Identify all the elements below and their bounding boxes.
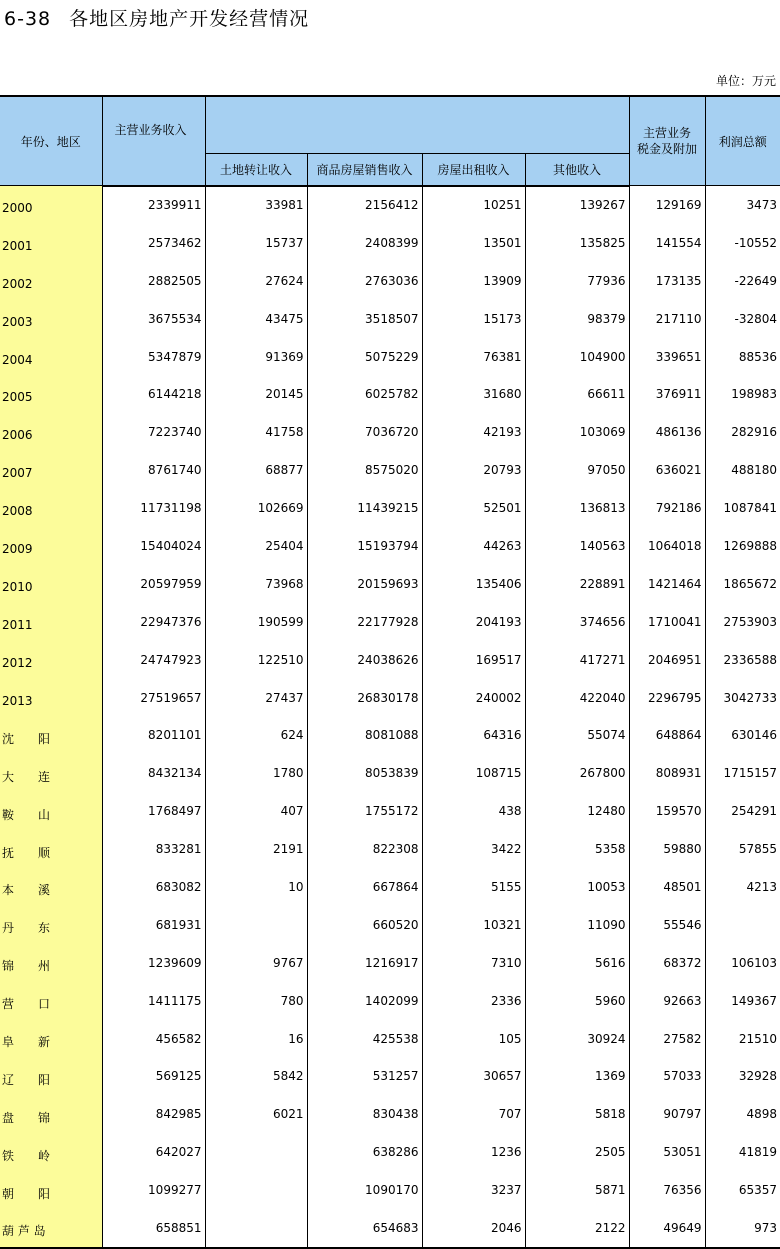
cell-other-income: 97050 bbox=[525, 451, 629, 489]
cell-housing-rental: 30657 bbox=[422, 1057, 525, 1095]
cell-total-profit: -22649 bbox=[705, 262, 780, 300]
cell-land-transfer: 41758 bbox=[205, 413, 307, 451]
cell-housing-rental: 438 bbox=[422, 792, 525, 830]
row-label: 2012 bbox=[0, 641, 102, 679]
cell-total-profit bbox=[705, 906, 780, 944]
cell-housing-sales: 3518507 bbox=[307, 300, 422, 338]
cell-land-transfer: 16 bbox=[205, 1020, 307, 1058]
cell-other-income: 422040 bbox=[525, 679, 629, 717]
cell-main-revenue: 2882505 bbox=[102, 262, 205, 300]
cell-housing-rental: 2046 bbox=[422, 1209, 525, 1248]
cell-other-income: 228891 bbox=[525, 565, 629, 603]
cell-housing-rental: 44263 bbox=[422, 527, 525, 565]
cell-main-revenue: 8761740 bbox=[102, 451, 205, 489]
table-row bbox=[0, 262, 780, 300]
cell-total-profit: 2336588 bbox=[705, 641, 780, 679]
cell-housing-sales: 1402099 bbox=[307, 982, 422, 1020]
table-number: 6-38 bbox=[4, 8, 52, 30]
cell-tax: 159570 bbox=[629, 792, 705, 830]
cell-main-revenue: 15404024 bbox=[102, 527, 205, 565]
cell-total-profit: 41819 bbox=[705, 1133, 780, 1171]
header-tax-line1: 主营业务 bbox=[642, 126, 691, 140]
cell-total-profit: 282916 bbox=[705, 413, 780, 451]
cell-other-income: 5358 bbox=[525, 830, 629, 868]
cell-main-revenue: 456582 bbox=[102, 1020, 205, 1058]
cell-land-transfer: 190599 bbox=[205, 603, 307, 641]
table-row bbox=[0, 224, 780, 262]
cell-other-income: 77936 bbox=[525, 262, 629, 300]
cell-land-transfer: 27437 bbox=[205, 679, 307, 717]
row-label: 阜 新 bbox=[0, 1020, 102, 1058]
cell-housing-sales: 2763036 bbox=[307, 262, 422, 300]
cell-main-revenue: 681931 bbox=[102, 906, 205, 944]
cell-tax: 1710041 bbox=[629, 603, 705, 641]
cell-housing-rental: 169517 bbox=[422, 641, 525, 679]
cell-housing-sales: 660520 bbox=[307, 906, 422, 944]
cell-housing-rental: 64316 bbox=[422, 716, 525, 754]
cell-housing-rental: 105 bbox=[422, 1020, 525, 1058]
cell-total-profit: 149367 bbox=[705, 982, 780, 1020]
table-row bbox=[0, 982, 780, 1020]
header-land-transfer: 土地转让收入 bbox=[205, 153, 307, 186]
cell-housing-rental: 707 bbox=[422, 1095, 525, 1133]
cell-land-transfer: 68877 bbox=[205, 451, 307, 489]
cell-land-transfer: 9767 bbox=[205, 944, 307, 982]
table-row bbox=[0, 1020, 780, 1058]
cell-total-profit: 198983 bbox=[705, 375, 780, 413]
cell-tax: 376911 bbox=[629, 375, 705, 413]
cell-tax: 53051 bbox=[629, 1133, 705, 1171]
cell-tax: 92663 bbox=[629, 982, 705, 1020]
cell-other-income: 1369 bbox=[525, 1057, 629, 1095]
cell-main-revenue: 833281 bbox=[102, 830, 205, 868]
header-tax bbox=[629, 96, 705, 186]
cell-main-revenue: 6144218 bbox=[102, 375, 205, 413]
cell-main-revenue: 2573462 bbox=[102, 224, 205, 262]
table-row bbox=[0, 754, 780, 792]
cell-tax: 141554 bbox=[629, 224, 705, 262]
cell-other-income: 2505 bbox=[525, 1133, 629, 1171]
row-label: 盘 锦 bbox=[0, 1095, 102, 1133]
cell-housing-sales: 654683 bbox=[307, 1209, 422, 1248]
row-label: 2006 bbox=[0, 413, 102, 451]
cell-total-profit: 65357 bbox=[705, 1171, 780, 1209]
data-table bbox=[0, 95, 780, 1249]
cell-total-profit: 488180 bbox=[705, 451, 780, 489]
cell-total-profit: 254291 bbox=[705, 792, 780, 830]
cell-total-profit: 88536 bbox=[705, 338, 780, 376]
cell-total-profit: 2753903 bbox=[705, 603, 780, 641]
cell-main-revenue: 20597959 bbox=[102, 565, 205, 603]
cell-main-revenue: 842985 bbox=[102, 1095, 205, 1133]
cell-tax: 808931 bbox=[629, 754, 705, 792]
cell-total-profit: -10552 bbox=[705, 224, 780, 262]
cell-land-transfer: 780 bbox=[205, 982, 307, 1020]
cell-housing-sales: 531257 bbox=[307, 1057, 422, 1095]
table-title-text: 各地区房地产开发经营情况 bbox=[69, 8, 310, 30]
header-housing-rental: 房屋出租收入 bbox=[422, 153, 525, 186]
cell-total-profit: 1269888 bbox=[705, 527, 780, 565]
row-label: 2008 bbox=[0, 489, 102, 527]
cell-housing-rental: 15173 bbox=[422, 300, 525, 338]
table-row bbox=[0, 489, 780, 527]
cell-housing-sales: 667864 bbox=[307, 868, 422, 906]
table-row bbox=[0, 944, 780, 982]
cell-land-transfer: 5842 bbox=[205, 1057, 307, 1095]
cell-housing-rental: 13501 bbox=[422, 224, 525, 262]
cell-other-income: 135825 bbox=[525, 224, 629, 262]
cell-tax: 27582 bbox=[629, 1020, 705, 1058]
cell-main-revenue: 24747923 bbox=[102, 641, 205, 679]
cell-other-income: 104900 bbox=[525, 338, 629, 376]
unit-label: 单位：万元 bbox=[715, 74, 776, 88]
cell-main-revenue: 3675534 bbox=[102, 300, 205, 338]
cell-tax: 486136 bbox=[629, 413, 705, 451]
row-label: 2013 bbox=[0, 679, 102, 717]
table-row bbox=[0, 565, 780, 603]
cell-total-profit: 21510 bbox=[705, 1020, 780, 1058]
cell-other-income: 417271 bbox=[525, 641, 629, 679]
cell-total-profit: 4213 bbox=[705, 868, 780, 906]
row-label: 2001 bbox=[0, 224, 102, 262]
row-label: 辽 阳 bbox=[0, 1057, 102, 1095]
row-label: 2009 bbox=[0, 527, 102, 565]
cell-housing-rental: 20793 bbox=[422, 451, 525, 489]
cell-tax: 90797 bbox=[629, 1095, 705, 1133]
cell-land-transfer: 20145 bbox=[205, 375, 307, 413]
row-label: 锦 州 bbox=[0, 944, 102, 982]
cell-main-revenue: 8432134 bbox=[102, 754, 205, 792]
cell-land-transfer: 73968 bbox=[205, 565, 307, 603]
cell-other-income: 10053 bbox=[525, 868, 629, 906]
cell-main-revenue: 1768497 bbox=[102, 792, 205, 830]
cell-main-revenue: 22947376 bbox=[102, 603, 205, 641]
cell-total-profit: 57855 bbox=[705, 830, 780, 868]
table-row bbox=[0, 641, 780, 679]
cell-main-revenue: 1099277 bbox=[102, 1171, 205, 1209]
header-main-revenue: 主营业务收入 bbox=[102, 96, 205, 153]
cell-land-transfer: 91369 bbox=[205, 338, 307, 376]
cell-other-income: 11090 bbox=[525, 906, 629, 944]
cell-land-transfer bbox=[205, 1209, 307, 1248]
cell-housing-rental: 2336 bbox=[422, 982, 525, 1020]
cell-tax: 59880 bbox=[629, 830, 705, 868]
table-row bbox=[0, 868, 780, 906]
cell-other-income: 374656 bbox=[525, 603, 629, 641]
table-row bbox=[0, 338, 780, 376]
header-revenue-group-fill bbox=[205, 96, 629, 153]
cell-housing-sales: 5075229 bbox=[307, 338, 422, 376]
row-label: 2011 bbox=[0, 603, 102, 641]
cell-total-profit: -32804 bbox=[705, 300, 780, 338]
cell-housing-sales: 15193794 bbox=[307, 527, 422, 565]
cell-main-revenue: 1239609 bbox=[102, 944, 205, 982]
row-label: 本 溪 bbox=[0, 868, 102, 906]
table-row bbox=[0, 413, 780, 451]
table-row bbox=[0, 1095, 780, 1133]
cell-total-profit: 973 bbox=[705, 1209, 780, 1248]
cell-housing-sales: 1755172 bbox=[307, 792, 422, 830]
cell-housing-sales: 11439215 bbox=[307, 489, 422, 527]
cell-housing-rental: 10321 bbox=[422, 906, 525, 944]
cell-tax: 2296795 bbox=[629, 679, 705, 717]
cell-other-income: 55074 bbox=[525, 716, 629, 754]
table-row bbox=[0, 186, 780, 224]
cell-land-transfer: 25404 bbox=[205, 527, 307, 565]
cell-land-transfer bbox=[205, 1133, 307, 1171]
cell-housing-sales: 425538 bbox=[307, 1020, 422, 1058]
cell-housing-sales: 2408399 bbox=[307, 224, 422, 262]
cell-housing-sales: 638286 bbox=[307, 1133, 422, 1171]
cell-housing-sales: 26830178 bbox=[307, 679, 422, 717]
cell-other-income: 2122 bbox=[525, 1209, 629, 1248]
cell-tax: 49649 bbox=[629, 1209, 705, 1248]
cell-land-transfer: 15737 bbox=[205, 224, 307, 262]
row-label: 葫 芦 岛 bbox=[0, 1209, 102, 1248]
cell-housing-rental: 204193 bbox=[422, 603, 525, 641]
cell-housing-rental: 7310 bbox=[422, 944, 525, 982]
cell-main-revenue: 11731198 bbox=[102, 489, 205, 527]
cell-total-profit: 1715157 bbox=[705, 754, 780, 792]
cell-housing-rental: 10251 bbox=[422, 186, 525, 224]
cell-total-profit: 3473 bbox=[705, 186, 780, 224]
cell-tax: 1421464 bbox=[629, 565, 705, 603]
table-row bbox=[0, 1171, 780, 1209]
cell-housing-sales: 20159693 bbox=[307, 565, 422, 603]
cell-housing-rental: 108715 bbox=[422, 754, 525, 792]
row-label: 2000 bbox=[0, 186, 102, 224]
table-row bbox=[0, 679, 780, 717]
cell-other-income: 30924 bbox=[525, 1020, 629, 1058]
table-row bbox=[0, 300, 780, 338]
cell-land-transfer bbox=[205, 906, 307, 944]
cell-total-profit: 3042733 bbox=[705, 679, 780, 717]
cell-housing-rental: 13909 bbox=[422, 262, 525, 300]
cell-housing-rental: 1236 bbox=[422, 1133, 525, 1171]
cell-other-income: 139267 bbox=[525, 186, 629, 224]
cell-housing-rental: 76381 bbox=[422, 338, 525, 376]
cell-main-revenue: 7223740 bbox=[102, 413, 205, 451]
cell-tax: 57033 bbox=[629, 1057, 705, 1095]
row-label: 2004 bbox=[0, 338, 102, 376]
cell-total-profit: 630146 bbox=[705, 716, 780, 754]
cell-total-profit: 4898 bbox=[705, 1095, 780, 1133]
table-row bbox=[0, 792, 780, 830]
cell-housing-rental: 31680 bbox=[422, 375, 525, 413]
cell-main-revenue: 27519657 bbox=[102, 679, 205, 717]
cell-other-income: 5616 bbox=[525, 944, 629, 982]
cell-land-transfer: 122510 bbox=[205, 641, 307, 679]
row-label: 鞍 山 bbox=[0, 792, 102, 830]
cell-housing-sales: 1090170 bbox=[307, 1171, 422, 1209]
cell-land-transfer: 43475 bbox=[205, 300, 307, 338]
row-label: 2003 bbox=[0, 300, 102, 338]
cell-main-revenue: 5347879 bbox=[102, 338, 205, 376]
row-label: 2005 bbox=[0, 375, 102, 413]
cell-other-income: 5818 bbox=[525, 1095, 629, 1133]
cell-housing-rental: 5155 bbox=[422, 868, 525, 906]
cell-housing-rental: 3237 bbox=[422, 1171, 525, 1209]
table-row bbox=[0, 716, 780, 754]
cell-tax: 68372 bbox=[629, 944, 705, 982]
table-row bbox=[0, 527, 780, 565]
cell-land-transfer: 407 bbox=[205, 792, 307, 830]
cell-housing-sales: 1216917 bbox=[307, 944, 422, 982]
table-row bbox=[0, 1209, 780, 1248]
header-main-revenue-fill bbox=[102, 153, 205, 186]
table-body bbox=[0, 186, 780, 1248]
cell-tax: 339651 bbox=[629, 338, 705, 376]
table-row bbox=[0, 1057, 780, 1095]
cell-other-income: 5960 bbox=[525, 982, 629, 1020]
row-label: 沈 阳 bbox=[0, 716, 102, 754]
cell-land-transfer: 33981 bbox=[205, 186, 307, 224]
cell-housing-sales: 24038626 bbox=[307, 641, 422, 679]
cell-tax: 1064018 bbox=[629, 527, 705, 565]
cell-other-income: 12480 bbox=[525, 792, 629, 830]
cell-total-profit: 1865672 bbox=[705, 565, 780, 603]
cell-land-transfer: 624 bbox=[205, 716, 307, 754]
cell-land-transfer: 10 bbox=[205, 868, 307, 906]
cell-main-revenue: 642027 bbox=[102, 1133, 205, 1171]
cell-tax: 217110 bbox=[629, 300, 705, 338]
cell-housing-sales: 2156412 bbox=[307, 186, 422, 224]
row-label: 丹 东 bbox=[0, 906, 102, 944]
cell-main-revenue: 8201101 bbox=[102, 716, 205, 754]
cell-housing-sales: 22177928 bbox=[307, 603, 422, 641]
row-label: 朝 阳 bbox=[0, 1171, 102, 1209]
header-tax-line2: 税金及附加 bbox=[636, 142, 697, 156]
cell-land-transfer: 102669 bbox=[205, 489, 307, 527]
cell-housing-rental: 52501 bbox=[422, 489, 525, 527]
cell-tax: 55546 bbox=[629, 906, 705, 944]
table-row bbox=[0, 1133, 780, 1171]
row-label: 抚 顺 bbox=[0, 830, 102, 868]
cell-other-income: 103069 bbox=[525, 413, 629, 451]
cell-tax: 2046951 bbox=[629, 641, 705, 679]
cell-main-revenue: 683082 bbox=[102, 868, 205, 906]
cell-other-income: 5871 bbox=[525, 1171, 629, 1209]
cell-main-revenue: 1411175 bbox=[102, 982, 205, 1020]
cell-land-transfer bbox=[205, 1171, 307, 1209]
table-row bbox=[0, 375, 780, 413]
cell-housing-sales: 830438 bbox=[307, 1095, 422, 1133]
cell-total-profit: 106103 bbox=[705, 944, 780, 982]
cell-housing-rental: 240002 bbox=[422, 679, 525, 717]
header-housing-sales: 商品房屋销售收入 bbox=[307, 153, 422, 186]
header-other-income: 其他收入 bbox=[525, 153, 629, 186]
cell-other-income: 136813 bbox=[525, 489, 629, 527]
cell-other-income: 66611 bbox=[525, 375, 629, 413]
cell-tax: 173135 bbox=[629, 262, 705, 300]
cell-housing-sales: 822308 bbox=[307, 830, 422, 868]
cell-housing-rental: 42193 bbox=[422, 413, 525, 451]
cell-housing-sales: 7036720 bbox=[307, 413, 422, 451]
row-label: 大 连 bbox=[0, 754, 102, 792]
table-row bbox=[0, 451, 780, 489]
row-label: 2010 bbox=[0, 565, 102, 603]
cell-main-revenue: 658851 bbox=[102, 1209, 205, 1248]
row-label: 营 口 bbox=[0, 982, 102, 1020]
table-header bbox=[0, 96, 780, 186]
row-label: 2007 bbox=[0, 451, 102, 489]
cell-land-transfer: 27624 bbox=[205, 262, 307, 300]
table-title bbox=[4, 4, 309, 31]
cell-housing-sales: 8575020 bbox=[307, 451, 422, 489]
cell-other-income: 140563 bbox=[525, 527, 629, 565]
cell-housing-rental: 135406 bbox=[422, 565, 525, 603]
cell-tax: 636021 bbox=[629, 451, 705, 489]
cell-tax: 648864 bbox=[629, 716, 705, 754]
cell-tax: 76356 bbox=[629, 1171, 705, 1209]
cell-housing-sales: 6025782 bbox=[307, 375, 422, 413]
cell-housing-rental: 3422 bbox=[422, 830, 525, 868]
cell-other-income: 267800 bbox=[525, 754, 629, 792]
row-label: 2002 bbox=[0, 262, 102, 300]
header-year-region: 年份、地区 bbox=[0, 96, 102, 186]
table-row bbox=[0, 906, 780, 944]
cell-tax: 129169 bbox=[629, 186, 705, 224]
cell-total-profit: 32928 bbox=[705, 1057, 780, 1095]
table-row bbox=[0, 603, 780, 641]
cell-tax: 48501 bbox=[629, 868, 705, 906]
cell-land-transfer: 6021 bbox=[205, 1095, 307, 1133]
table-row bbox=[0, 830, 780, 868]
cell-land-transfer: 1780 bbox=[205, 754, 307, 792]
cell-total-profit: 1087841 bbox=[705, 489, 780, 527]
header-total-profit: 利润总额 bbox=[705, 96, 780, 186]
cell-housing-sales: 8081088 bbox=[307, 716, 422, 754]
cell-main-revenue: 569125 bbox=[102, 1057, 205, 1095]
cell-land-transfer: 2191 bbox=[205, 830, 307, 868]
row-label: 铁 岭 bbox=[0, 1133, 102, 1171]
cell-housing-sales: 8053839 bbox=[307, 754, 422, 792]
cell-tax: 792186 bbox=[629, 489, 705, 527]
cell-other-income: 98379 bbox=[525, 300, 629, 338]
cell-main-revenue: 2339911 bbox=[102, 186, 205, 224]
